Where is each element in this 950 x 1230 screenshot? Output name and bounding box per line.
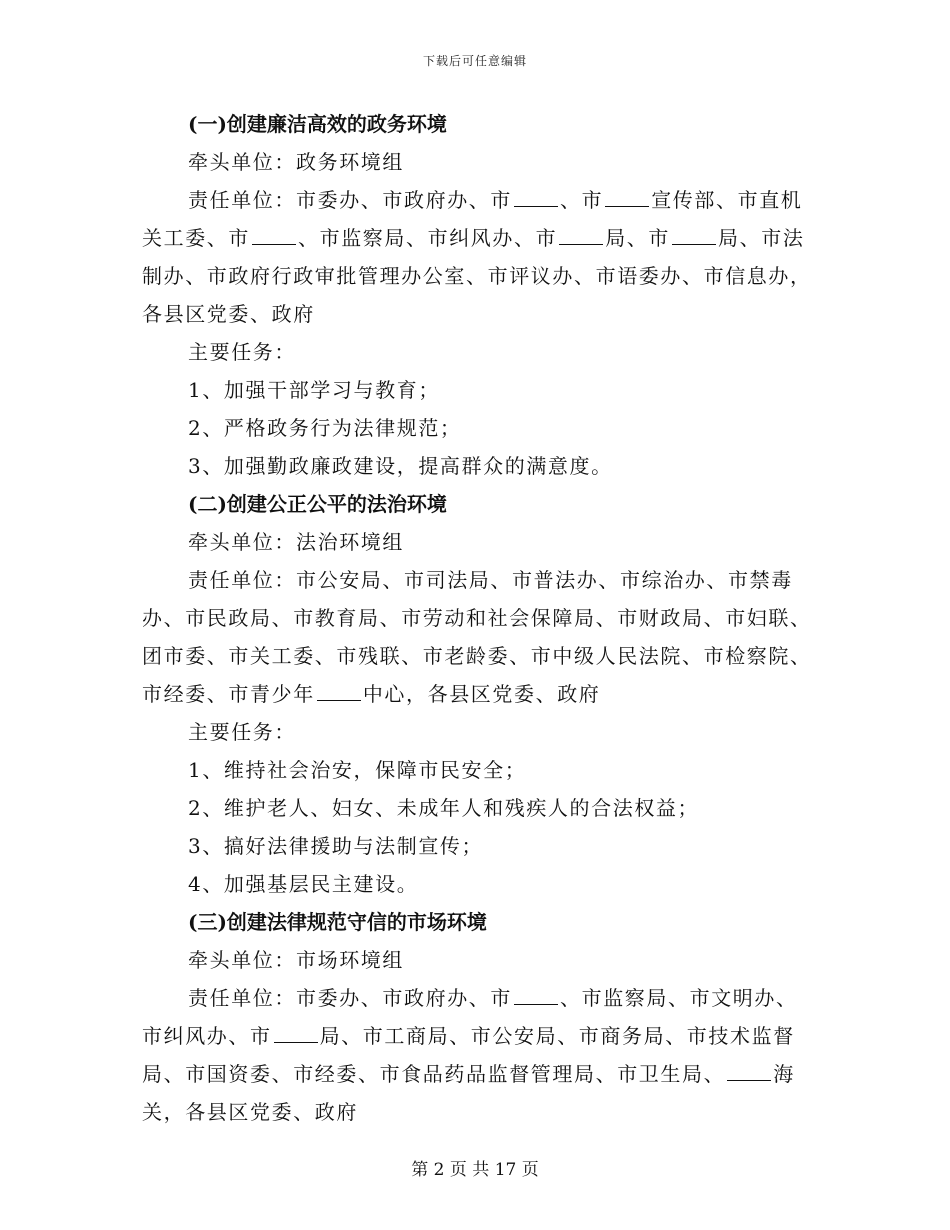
blank-line: [252, 226, 296, 245]
blank-line: [672, 226, 716, 245]
lead-unit: 牵头单位：政务环境组: [188, 150, 404, 174]
blank-line: [514, 188, 558, 207]
task-item: 1、加强干部学习与教育；: [188, 378, 440, 402]
page-footer: 第 2 页 共 17 页: [411, 1160, 539, 1180]
blank-line: [605, 188, 649, 207]
section-heading: (三)创建法律规范守信的市场环境: [188, 910, 487, 934]
document-body: [142, 105, 812, 1131]
blank-line: [727, 1062, 771, 1081]
task-item: 3、加强勤政廉政建设，提高群众的满意度。: [188, 454, 613, 478]
task-item: 3、搞好法律援助与法制宣传；: [188, 834, 484, 858]
task-item: 2、严格政务行为法律规范；: [188, 416, 462, 440]
task-item: 1、维持社会治安，保障市民安全；: [188, 758, 527, 782]
blank-line: [514, 986, 558, 1005]
tasks-label: 主要任务：: [188, 720, 296, 744]
tasks-label: 主要任务：: [188, 340, 296, 364]
lead-unit: 牵头单位：法治环境组: [188, 530, 404, 554]
responsible-units: 责任单位：市公安局、市司法局、市普法办、市综治办、市禁毒办、市民政局、市教育局、市劳动和社会保障局、市财政局、市妇联、团市委、市关工委、市残联、市老龄委、市中级人民法院、市检察院、市经委、市青少年 中心，各县区党委、政府: [142, 568, 812, 706]
responsible-units: 责任单位：市委办、市政府办、市 、市 宣传部、市直机关工委、市 、市监察局、市纠风办、市 局、市 局、市法制办、市政府行政审批管理办公室、市评议办、市语委办、市信息办，各县区党委、政府: [142, 188, 812, 326]
page-header: 下载后可任意编辑: [422, 54, 527, 68]
blank-line: [274, 1024, 318, 1043]
task-item: 2、维护老人、妇女、未成年人和残疾人的合法权益；: [188, 796, 700, 820]
blank-line: [317, 682, 361, 701]
task-item: 4、加强基层民主建设。: [188, 872, 419, 896]
section-heading: (二)创建公正公平的法治环境: [188, 492, 447, 516]
section-heading: (一)创建廉洁高效的政务环境: [188, 112, 447, 136]
blank-line: [559, 226, 603, 245]
responsible-units: 责任单位：市委办、市政府办、市 、市监察局、市文明办、市纠风办、市 局、市工商局、市公安局、市商务局、市技术监督局、市国资委、市经委、市食品药品监督管理局、市卫生局、 海关，各县区党委、政府: [142, 986, 798, 1124]
lead-unit: 牵头单位：市场环境组: [188, 948, 404, 972]
